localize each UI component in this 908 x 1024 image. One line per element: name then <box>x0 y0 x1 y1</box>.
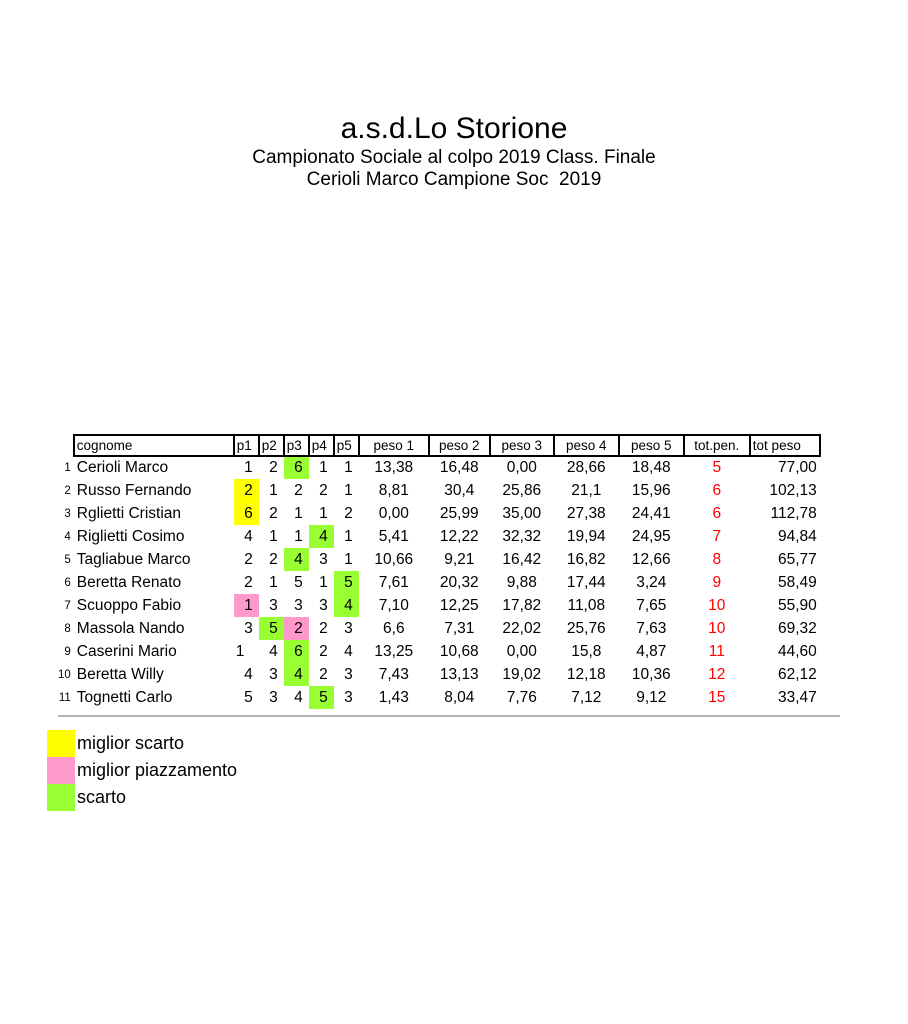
column-header-totpeso: tot peso <box>750 435 820 456</box>
legend-item-miglior-piazzamento <box>47 757 237 784</box>
row-placement-p1-highlight-miglior-scarto: 2 <box>234 479 259 502</box>
row-peso-2: 25,99 <box>439 504 479 522</box>
row-tot-peso: 77,00 <box>778 459 817 476</box>
row-tot-pen: 12 <box>708 665 726 683</box>
row-placement-p3: 1 <box>294 504 303 522</box>
miglior-piazzamento-swatch <box>47 757 75 784</box>
row-tot-pen: 6 <box>712 481 722 499</box>
row-placement-p1: 2 <box>244 550 253 568</box>
row-placement-p1-highlight-miglior-scarto: 6 <box>234 502 259 525</box>
row-placement-p2-highlight-scarto: 5 <box>259 617 284 640</box>
column-header-totpen: tot.pen. <box>684 435 750 456</box>
row-placement-p2: 2 <box>269 550 278 568</box>
row-placement-p1: 5 <box>244 688 253 706</box>
row-peso-5: 24,41 <box>631 504 671 522</box>
row-tot-pen: 5 <box>712 459 722 476</box>
row-peso-1: 7,61 <box>378 573 409 591</box>
row-peso-2: 30,4 <box>444 481 475 499</box>
row-peso-4: 28,66 <box>566 459 606 476</box>
row-peso-4: 15,8 <box>571 642 602 660</box>
column-header-p4: p4 <box>309 435 334 456</box>
row-peso-1: 13,38 <box>374 459 414 476</box>
rank-column-spacer <box>58 435 74 456</box>
legend <box>47 730 237 811</box>
row-peso-1: 10,66 <box>374 550 414 568</box>
column-header-peso2: peso 2 <box>429 435 490 456</box>
row-placement-p1: 3 <box>244 619 253 637</box>
row-placement-p2: 3 <box>269 688 278 706</box>
row-placement-p4-highlight-scarto: 5 <box>309 686 334 709</box>
row-peso-4: 16,82 <box>566 550 606 568</box>
row-peso-4: 19,94 <box>566 527 606 545</box>
row-peso-4: 17,44 <box>566 573 606 591</box>
row-peso-4: 21,1 <box>571 481 602 499</box>
row-rank: 3 <box>64 507 71 520</box>
table-row <box>58 594 820 617</box>
row-placement-p5: 1 <box>344 527 353 545</box>
row-peso-2: 20,32 <box>439 573 479 591</box>
row-rank: 6 <box>64 576 71 589</box>
results-table <box>58 434 821 709</box>
legend-item-scarto <box>47 784 237 811</box>
row-peso-1: 7,10 <box>378 596 409 614</box>
row-peso-2: 13,13 <box>439 665 479 683</box>
table-header-row <box>58 435 820 456</box>
row-placement-p2: 2 <box>269 459 278 476</box>
row-placement-p5: 3 <box>344 688 353 706</box>
row-placement-p3: 4 <box>294 688 303 706</box>
row-placement-p3-highlight-miglior-piazzamento: 2 <box>284 617 309 640</box>
row-tot-pen: 9 <box>712 573 722 591</box>
row-placement-p2: 1 <box>269 527 278 545</box>
page-title: a.s.d.Lo Storione <box>340 112 568 145</box>
row-cognome: Tognetti Carlo <box>76 688 173 706</box>
row-peso-2: 12,25 <box>439 596 479 614</box>
legend-label: miglior scarto <box>77 733 185 753</box>
column-header-cognome: cognome <box>74 435 234 456</box>
row-placement-p2: 2 <box>269 504 278 522</box>
row-tot-peso: 62,12 <box>778 665 817 683</box>
row-rank: 4 <box>64 530 71 543</box>
row-tot-pen: 10 <box>708 619 726 637</box>
row-placement-p4-highlight-scarto: 4 <box>309 525 334 548</box>
row-tot-peso: 58,49 <box>778 573 817 591</box>
row-placement-p3-highlight-scarto: 6 <box>284 640 309 663</box>
row-cognome: Tagliabue Marco <box>76 550 191 568</box>
table-row <box>58 456 820 479</box>
column-header-peso3: peso 3 <box>490 435 554 456</box>
row-placement-p3-highlight-scarto: 4 <box>284 548 309 571</box>
row-tot-peso: 102,13 <box>769 481 817 499</box>
row-rank: 10 <box>58 668 71 681</box>
row-peso-5: 24,95 <box>631 527 671 545</box>
row-placement-p5-highlight-scarto: 5 <box>334 571 359 594</box>
row-placement-p3-highlight-scarto: 4 <box>284 663 309 686</box>
row-peso-1: 1,43 <box>378 688 409 706</box>
row-placement-p4: 2 <box>319 665 328 683</box>
row-peso-3: 25,86 <box>502 481 542 499</box>
row-peso-1: 7,43 <box>378 665 409 683</box>
row-placement-p4: 1 <box>319 504 328 522</box>
row-rank: 9 <box>64 645 71 658</box>
row-tot-peso: 94,84 <box>778 527 817 545</box>
column-header-peso5: peso 5 <box>619 435 684 456</box>
table-row <box>58 640 820 663</box>
row-placement-p5: 1 <box>344 550 353 568</box>
row-peso-3: 22,02 <box>502 619 542 637</box>
table-row <box>58 571 820 594</box>
row-peso-1: 6,6 <box>383 619 405 637</box>
row-placement-p2: 1 <box>269 573 278 591</box>
row-peso-5: 12,66 <box>631 550 671 568</box>
row-cognome: Beretta Willy <box>76 665 164 683</box>
column-header-peso4: peso 4 <box>554 435 619 456</box>
title-block <box>0 111 908 191</box>
row-peso-4: 27,38 <box>566 504 606 522</box>
column-header-p5: p5 <box>334 435 359 456</box>
row-rank: 7 <box>64 599 71 612</box>
legend-label: scarto <box>77 787 127 807</box>
miglior-scarto-swatch <box>47 730 75 757</box>
row-peso-2: 16,48 <box>439 459 479 476</box>
row-rank: 8 <box>64 622 71 635</box>
row-cognome: Beretta Renato <box>76 573 182 591</box>
row-placement-p3: 5 <box>294 573 303 591</box>
row-peso-3: 0,00 <box>506 459 537 476</box>
table-row <box>58 525 820 548</box>
row-rank: 1 <box>64 461 71 474</box>
row-peso-3: 35,00 <box>502 504 542 522</box>
row-tot-pen: 7 <box>712 527 722 545</box>
row-peso-1: 5,41 <box>378 527 409 545</box>
row-peso-3: 7,76 <box>506 688 537 706</box>
row-placement-p3: 2 <box>294 481 303 499</box>
row-tot-peso: 112,78 <box>770 504 817 522</box>
row-peso-4: 12,18 <box>566 665 606 683</box>
row-placement-p3-highlight-scarto: 6 <box>284 456 309 479</box>
row-placement-p1: 1 <box>235 642 245 660</box>
scarto-swatch <box>47 784 75 811</box>
row-peso-3: 32,32 <box>502 527 542 545</box>
row-placement-p4: 1 <box>319 459 328 476</box>
row-placement-p4: 2 <box>319 619 328 637</box>
column-header-peso1: peso 1 <box>359 435 429 456</box>
row-peso-3: 19,02 <box>502 665 542 683</box>
table-row <box>58 617 820 640</box>
row-placement-p5: 1 <box>344 481 353 499</box>
row-placement-p1: 1 <box>244 459 253 476</box>
row-cognome: Riglietti Cosimo <box>76 527 185 545</box>
table-row <box>58 479 820 502</box>
row-peso-3: 0,00 <box>506 642 537 660</box>
row-rank: 2 <box>64 484 71 497</box>
row-placement-p4: 3 <box>319 596 328 614</box>
row-tot-pen: 15 <box>708 688 726 706</box>
row-peso-3: 9,88 <box>506 573 537 591</box>
row-placement-p2: 4 <box>269 642 278 660</box>
row-placement-p1: 2 <box>244 573 253 591</box>
subtitle-line-1: Campionato Sociale al colpo 2019 Class. Finale <box>252 147 656 168</box>
row-peso-5: 15,96 <box>631 481 671 499</box>
row-tot-pen: 6 <box>712 504 722 522</box>
row-peso-5: 3,24 <box>636 573 667 591</box>
table-row <box>58 686 820 709</box>
row-placement-p4: 2 <box>319 642 328 660</box>
column-header-p3: p3 <box>284 435 309 456</box>
row-peso-5: 7,63 <box>636 619 667 637</box>
row-placement-p5: 1 <box>344 459 353 476</box>
row-peso-5: 4,87 <box>636 642 667 660</box>
table-bottom-rule <box>58 715 840 717</box>
legend-label: miglior piazzamento <box>77 760 238 780</box>
row-placement-p4: 2 <box>319 481 328 499</box>
row-placement-p4: 1 <box>319 573 328 591</box>
row-peso-1: 0,00 <box>378 504 409 522</box>
row-tot-peso: 65,77 <box>778 550 817 568</box>
row-peso-4: 25,76 <box>566 619 606 637</box>
row-peso-2: 8,04 <box>444 688 475 706</box>
row-placement-p3: 3 <box>294 596 303 614</box>
column-header-p2: p2 <box>259 435 284 456</box>
table-row <box>58 502 820 525</box>
row-placement-p1-highlight-miglior-piazzamento: 1 <box>234 594 259 617</box>
row-cognome: Massola Nando <box>76 619 185 637</box>
row-placement-p5: 4 <box>344 642 353 660</box>
row-cognome: Cerioli Marco <box>76 459 169 476</box>
row-peso-4: 7,12 <box>571 688 602 706</box>
row-peso-3: 16,42 <box>502 550 542 568</box>
row-placement-p5: 2 <box>344 504 353 522</box>
table-row <box>58 663 820 686</box>
row-placement-p5-highlight-scarto: 4 <box>334 594 359 617</box>
legend-item-miglior-scarto <box>47 730 237 757</box>
row-placement-p2: 3 <box>269 596 278 614</box>
row-peso-3: 17,82 <box>502 596 542 614</box>
row-peso-5: 7,65 <box>636 596 667 614</box>
row-tot-peso: 33,47 <box>778 688 817 706</box>
row-peso-5: 18,48 <box>631 459 671 476</box>
row-peso-2: 12,22 <box>439 527 479 545</box>
row-tot-pen: 8 <box>712 550 722 568</box>
row-placement-p4: 3 <box>319 550 328 568</box>
row-tot-pen: 11 <box>708 642 725 660</box>
row-placement-p5: 3 <box>344 665 353 683</box>
row-placement-p2: 3 <box>269 665 278 683</box>
row-peso-2: 7,31 <box>444 619 475 637</box>
row-placement-p1: 4 <box>244 527 253 545</box>
row-cognome: Scuoppo Fabio <box>76 596 182 614</box>
row-tot-peso: 69,32 <box>778 619 817 637</box>
results-table-area <box>58 434 821 709</box>
row-placement-p2: 1 <box>269 481 278 499</box>
row-tot-pen: 10 <box>708 596 726 614</box>
row-peso-1: 8,81 <box>378 481 409 499</box>
row-peso-5: 10,36 <box>631 665 671 683</box>
row-placement-p5: 3 <box>344 619 353 637</box>
row-placement-p3: 1 <box>294 527 303 545</box>
row-peso-2: 9,21 <box>444 550 475 568</box>
subtitle-line-2: Cerioli Marco Campione Soc 2019 <box>306 169 602 190</box>
table-row <box>58 548 820 571</box>
row-cognome: Caserini Mario <box>76 642 177 660</box>
row-cognome: Russo Fernando <box>76 481 192 499</box>
row-rank: 5 <box>64 553 71 566</box>
row-placement-p1: 4 <box>244 665 253 683</box>
row-tot-peso: 44,60 <box>778 642 817 660</box>
row-peso-1: 13,25 <box>374 642 414 660</box>
row-rank: 11 <box>58 691 71 704</box>
row-peso-5: 9,12 <box>636 688 667 706</box>
row-peso-2: 10,68 <box>439 642 479 660</box>
row-peso-4: 11,08 <box>567 596 606 614</box>
row-tot-peso: 55,90 <box>778 596 817 614</box>
row-cognome: Rglietti Cristian <box>76 504 182 522</box>
column-header-p1: p1 <box>234 435 259 456</box>
